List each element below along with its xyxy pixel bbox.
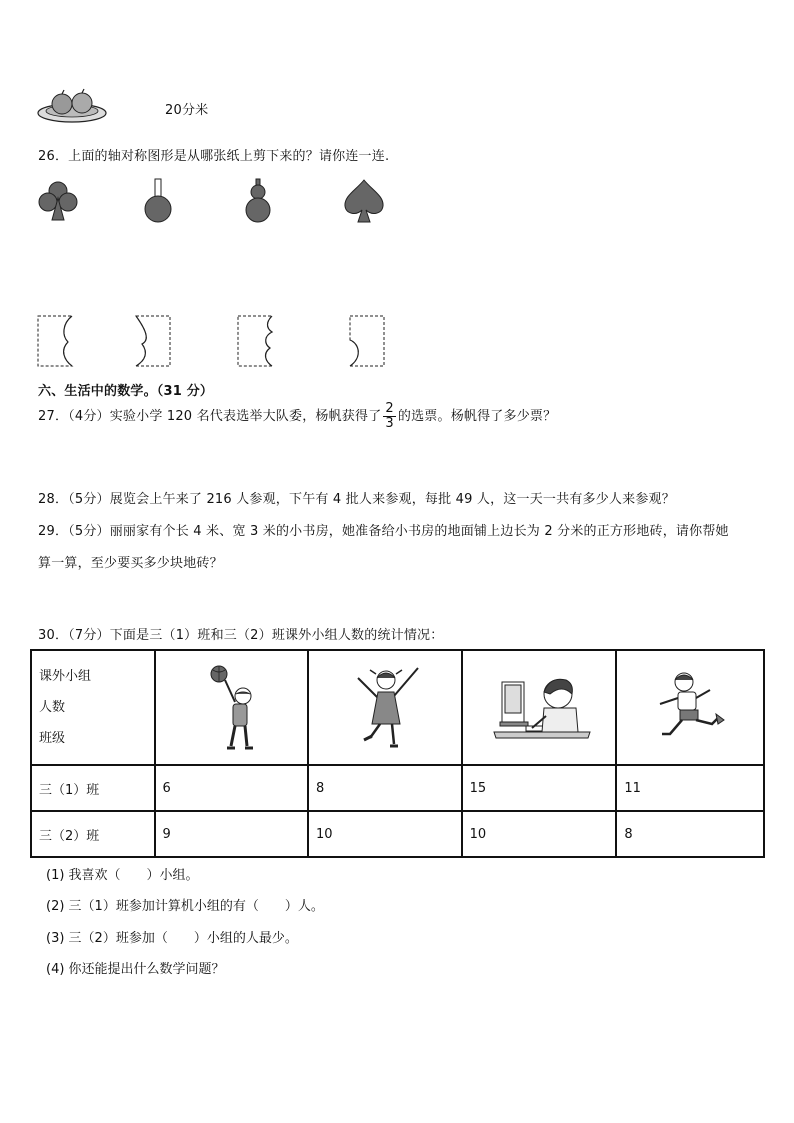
basketball-group-cell: [155, 650, 308, 765]
question-28: 28．（5分）展览会上午来了 216 人参观，下午有 4 批人来参观，每批 49 人，这一天一共有多少人来参观？: [38, 492, 675, 507]
computer-boy-icon: [492, 668, 592, 748]
fraction-denominator: 3: [385, 416, 394, 431]
cell-class1-dance: 8: [308, 765, 462, 811]
fraction-numerator: 2: [385, 401, 394, 416]
row-label-class-1: 三（1）班: [31, 765, 155, 811]
dancing-girl-icon: [348, 660, 428, 756]
gourd-icon: [244, 178, 272, 224]
running-group-cell: [616, 650, 764, 765]
measure-label: 20分米: [165, 103, 209, 118]
section-6-title: 六、生活中的数学。（31 分）: [38, 384, 214, 399]
table-header-row: [31, 650, 764, 765]
header-class-label: 班级: [39, 731, 66, 746]
header-group-label: 课外小组: [39, 669, 92, 684]
running-boy-icon: [654, 668, 734, 748]
apple-plate-image: [36, 88, 110, 128]
cell-class1-running: 11: [616, 765, 764, 811]
cell-class2-dance: 10: [308, 811, 462, 857]
question-29-line1: 29．（5分）丽丽家有个长 4 米、宽 3 米的小书房，她准备给小书房的地面铺上边长为 2 分米的正方形地砖，请你帮她: [38, 524, 729, 539]
basketball-boy-icon: [205, 660, 265, 756]
cell-class1-basketball: 6: [155, 765, 308, 811]
fraction: [383, 402, 395, 431]
question-30-intro: 30．（7分）下面是三（1）班和三（2）班课外小组人数的统计情况：: [38, 628, 444, 643]
computer-group-cell: [462, 650, 617, 765]
racket-icon: [142, 178, 174, 224]
spade-icon: [342, 178, 386, 224]
question-27: [38, 402, 556, 431]
cell-class2-computer: 10: [462, 811, 617, 857]
sub-question-2: (2) 三（1）班参加计算机小组的有（ ）人。: [46, 899, 324, 914]
cell-class2-running: 8: [616, 811, 764, 857]
dance-group-cell: [308, 650, 462, 765]
table-row: [31, 811, 764, 857]
question-29-line2: 算一算，至少要买多少块地砖？: [38, 556, 223, 571]
paper-piece-3: [236, 314, 278, 368]
question-27-suffix: 的选票。杨帆得了多少票？: [397, 409, 557, 424]
question-27-prefix: 27．（4分）实验小学 120 名代表选举大队委，杨帆获得了: [38, 409, 382, 424]
paper-piece-2: [132, 314, 174, 368]
stats-table: [30, 649, 765, 858]
cell-class1-computer: 15: [462, 765, 617, 811]
club-icon: [38, 180, 78, 222]
paper-piece-4: [346, 314, 388, 368]
header-count-label: 人数: [39, 700, 66, 715]
sub-question-1: (1) 我喜欢（ ）小组。: [46, 868, 199, 883]
paper-piece-1: [36, 314, 76, 368]
cell-class2-basketball: 9: [155, 811, 308, 857]
row-label-class-2: 三（2）班: [31, 811, 155, 857]
table-row: [31, 765, 764, 811]
question-26: 26．上面的轴对称图形是从哪张纸上剪下来的？请你连一连.: [38, 149, 390, 164]
table-corner-header: [31, 650, 155, 765]
sub-question-4: (4) 你还能提出什么数学问题？: [46, 962, 225, 977]
sub-question-3: (3) 三（2）班参加（ ）小组的人最少。: [46, 931, 298, 946]
